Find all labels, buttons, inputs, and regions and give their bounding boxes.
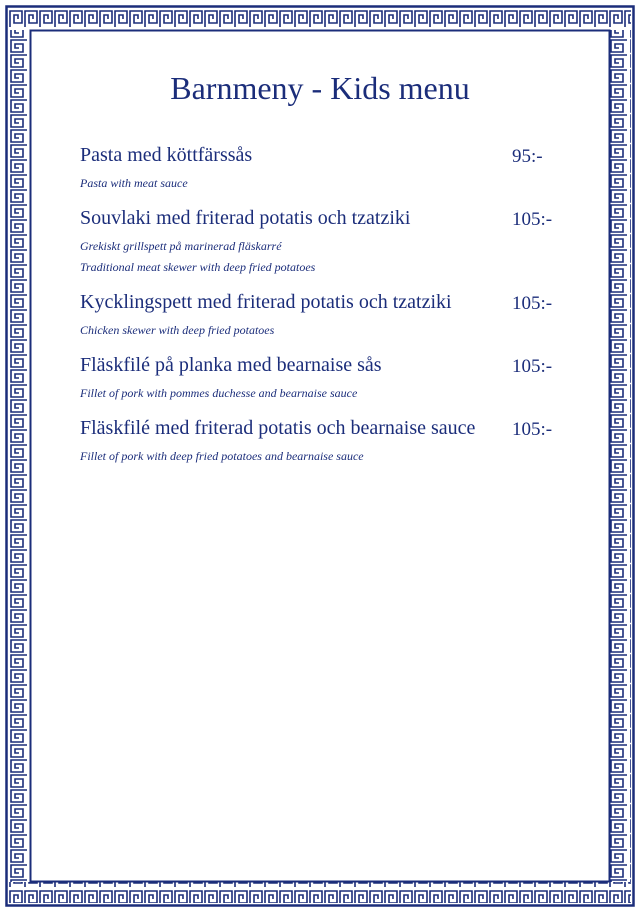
menu-item	[80, 291, 560, 341]
menu-item-price: 105:-	[512, 209, 553, 230]
menu-item-description: Grekiskt grillspett på marinerad fläskarré	[80, 239, 282, 253]
menu-item-description: Fillet of pork with pommes duchesse and bearnaise sauce	[80, 386, 358, 400]
menu-item	[80, 417, 560, 467]
menu-item-price: 105:-	[512, 293, 553, 314]
menu-item	[80, 207, 560, 278]
menu-item	[80, 354, 560, 404]
menu-item-name: Fläskfilé med friterad potatis och bearnaise sauce	[80, 417, 476, 439]
menu-item	[80, 144, 560, 194]
menu-item-price: 95:-	[512, 146, 543, 167]
page-title: Barnmeny - Kids menu	[170, 70, 470, 106]
menu-item-price: 105:-	[512, 356, 553, 377]
menu-item-description: Pasta with meat sauce	[80, 176, 188, 190]
menu-item-description: Fillet of pork with deep fried potatoes and bearnaise sauce	[80, 449, 364, 463]
menu-item-description: Chicken skewer with deep fried potatoes	[80, 323, 275, 337]
menu-item-name: Souvlaki med friterad potatis och tzatziki	[80, 207, 411, 229]
menu-item-name: Pasta med köttfärssås	[80, 144, 253, 166]
menu-item-description: Traditional meat skewer with deep fried potatoes	[80, 260, 316, 274]
menu-item-name: Kycklingspett med friterad potatis och tzatziki	[80, 291, 452, 313]
menu-item-name: Fläskfilé på planka med bearnaise sås	[80, 354, 382, 376]
menu-item-price: 105:-	[512, 419, 553, 440]
menu-list	[80, 144, 560, 480]
